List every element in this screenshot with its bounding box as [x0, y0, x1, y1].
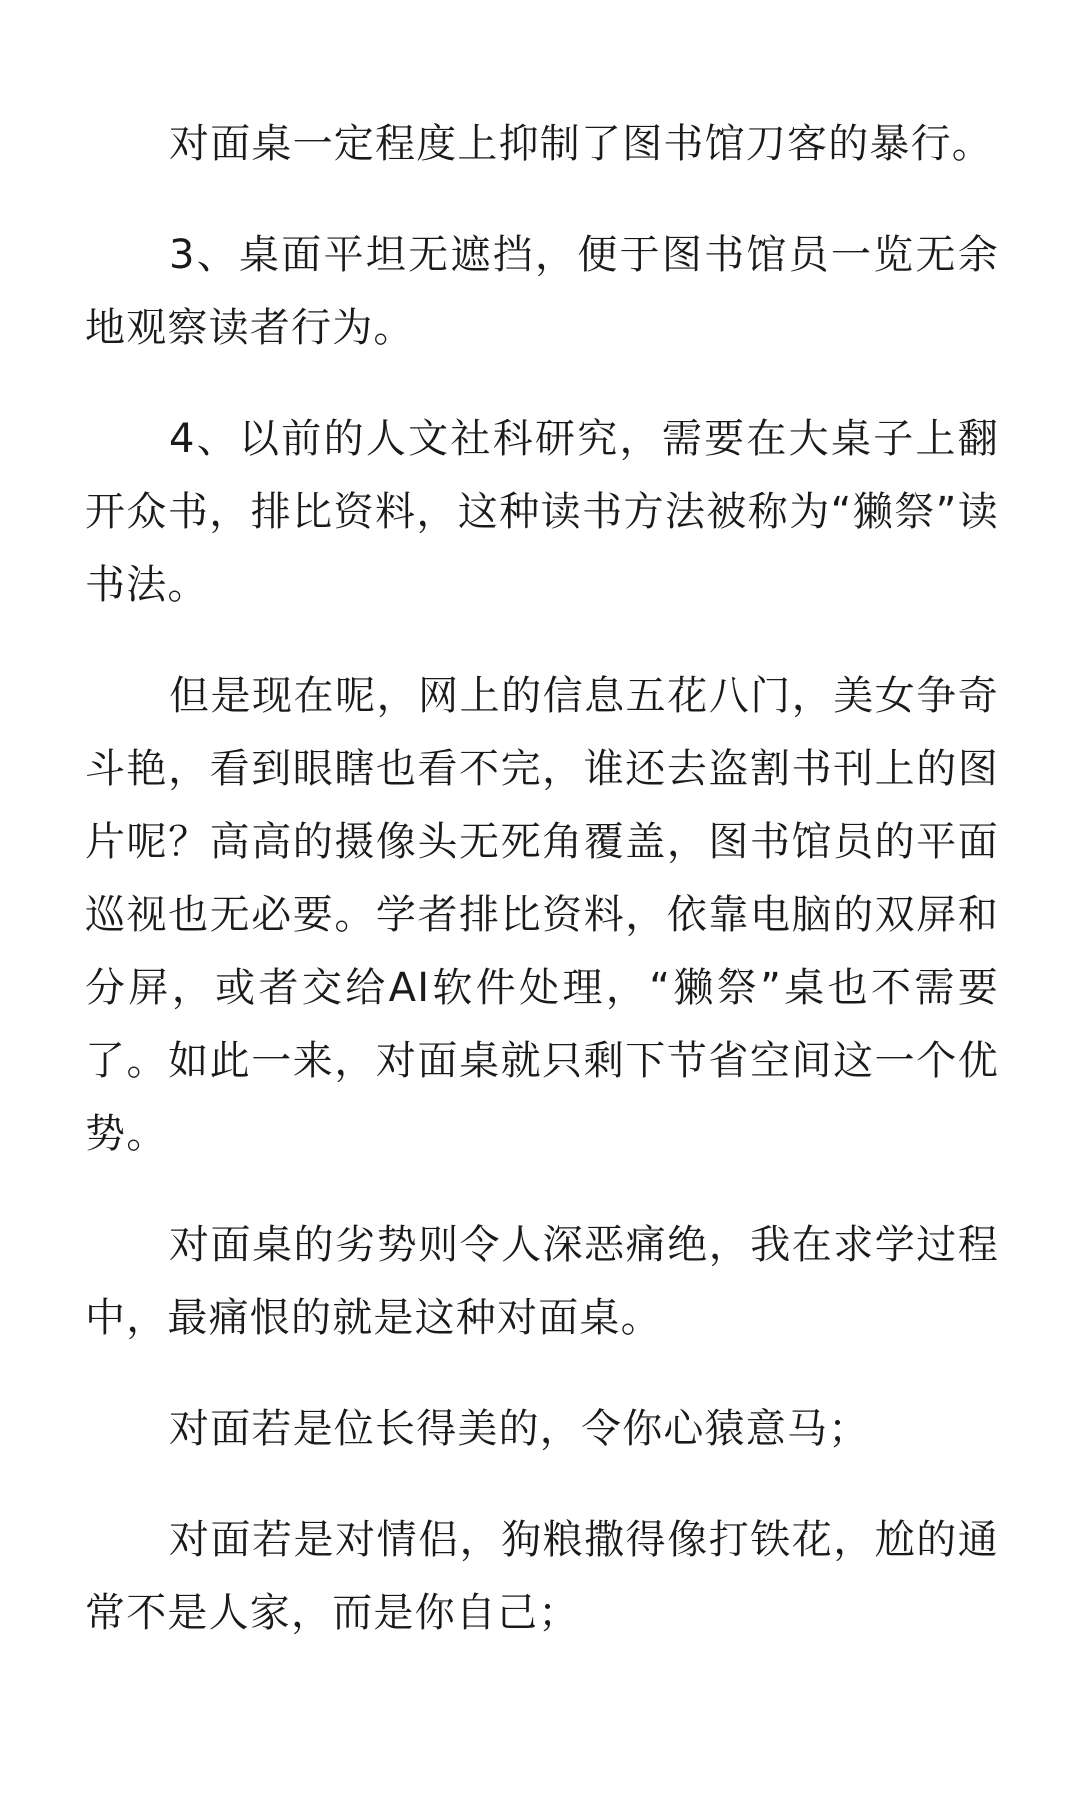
paragraph-2: 3、桌面平坦无遮挡，便于图书馆员一览无余地观察读者行为。 — [85, 232, 999, 351]
paragraph-3: 4、以前的人文社科研究，需要在大桌子上翻开众书，排比资料，这种读书方法被称为“獭祭”读书法。 — [85, 416, 999, 608]
paragraph-5: 对面桌的劣势则令人深恶痛绝，我在求学过程中，最痛恨的就是这种对面桌。 — [85, 1222, 999, 1341]
article-body — [85, 108, 999, 1688]
paragraph-7: 对面若是对情侣，狗粮撒得像打铁花，尬的通常不是人家，而是你自己； — [85, 1517, 999, 1636]
paragraph-4: 但是现在呢，网上的信息五花八门，美女争奇斗艳，看到眼瞎也看不完，谁还去盗割书刊上的图片呢？高高的摄像头无死角覆盖，图书馆员的平面巡视也无必要。学者排比资料，依靠电脑的双屏和分屏，或者交给AI软件处理，“獭祭”桌也不需要了。如此一来，对面桌就只剩下节省空间这一个优势。 — [85, 673, 999, 1157]
paragraph-6: 对面若是位长得美的，令你心猿意马； — [169, 1406, 870, 1452]
paragraph-1: 对面桌一定程度上抑制了图书馆刀客的暴行。 — [169, 121, 993, 167]
